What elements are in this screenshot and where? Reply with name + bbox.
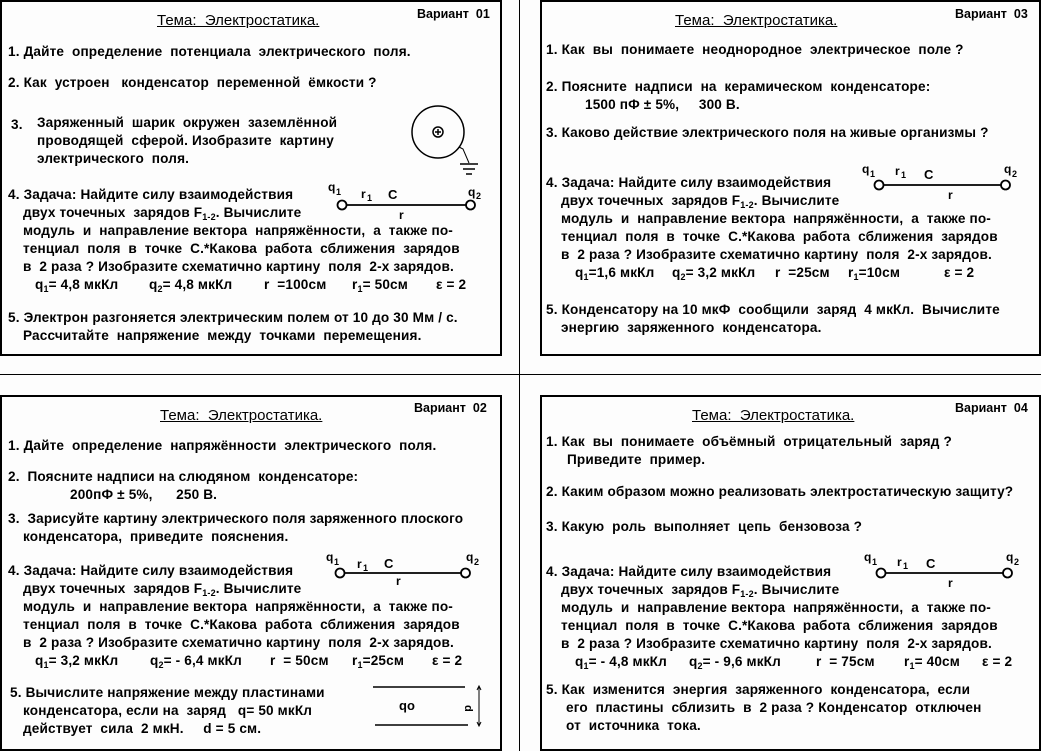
question-2-line-2: 200пФ ± 5%, 250 В. [70, 487, 218, 502]
task-4-line-5: в 2 раза ? Изобразите схематично картину поля 2-х зарядов. [561, 247, 992, 262]
theme-title: Тема: Электростатика. [692, 407, 855, 424]
task-4-line-4: тенциал поля в точке С.*Какова работа сближения зарядов [561, 618, 998, 633]
question-1-line-2: Приведите пример. [567, 452, 706, 467]
param-q1: $q_1=1,6$ мкКл [575, 265, 655, 282]
question-5-line-3: действует сила 2 мкН. d = 5 см. [23, 721, 262, 736]
param-q1: $q_1= 3,2$ мкКл [35, 653, 119, 670]
param-q1: $q_1= - 4,8$ мкКл [575, 654, 667, 671]
theme-title: Тема: Электростатика. [675, 12, 838, 29]
param-r1: $r_1= 50см$ [352, 277, 408, 294]
svg-text:1: 1 [901, 170, 907, 180]
svg-text:q: q [328, 180, 336, 194]
param-r1: $r_1= 40см$ [904, 654, 960, 671]
svg-text:2: 2 [1014, 557, 1020, 567]
svg-text:r: r [948, 576, 953, 590]
question-3-line-2: проводящей сферой. Изобразите картину [37, 133, 334, 148]
param-epsilon: ε = 2 [432, 653, 463, 668]
task-4-line-3: модуль и направление вектора напряжённости, а также по- [561, 600, 991, 615]
svg-text:2: 2 [476, 191, 482, 201]
question-3: 3. Каково действие электрического поля на живые организмы ? [546, 125, 989, 140]
param-r: r =100см [264, 277, 327, 292]
question-5-line-2: конденсатора, если на заряд q= 50 мкКл [23, 703, 313, 718]
svg-text:C: C [926, 556, 936, 571]
param-r1: $r_1=25см$ [352, 653, 405, 670]
svg-text:r: r [357, 557, 362, 571]
question-3-line-3: электрического поля. [37, 151, 190, 166]
param-epsilon: ε = 2 [436, 277, 467, 292]
two-charges-diagram [864, 552, 1034, 597]
task-4-line-5: в 2 раза ? Изобразите схематично картину поля 2-х зарядов. [23, 259, 454, 274]
svg-text:1: 1 [334, 557, 340, 567]
question-1: 1. Дайте определение потенциала электрического поля. [8, 44, 411, 59]
question-2-line-1: 2. Поясните надписи на керамическом конденсаторе: [546, 79, 931, 94]
horizontal-cut-line [0, 374, 1041, 375]
card-variant-01 [0, 0, 502, 356]
variant-label: Вариант 03 [955, 7, 1028, 21]
svg-text:C: C [924, 167, 934, 182]
task-4-line-1: 4. Задача: Найдите силу взаимодействия [8, 187, 294, 202]
svg-text:q: q [862, 162, 870, 176]
question-1: 1. Как вы понимаете неоднородное электрическое поле ? [546, 42, 964, 57]
task-4-line-4: тенциал поля в точке С.*Какова работа сближения зарядов [561, 229, 998, 244]
question-5-line-2: энергию заряженного конденсатора. [561, 320, 822, 335]
task-4-line-2: двух точечных зарядов $F_{1-2}$. Вычислите [561, 582, 840, 599]
question-5-line-3: от источника тока. [566, 718, 701, 733]
question-2: 2. Каким образом можно реализовать электростатическую защиту? [546, 484, 1014, 499]
svg-text:2: 2 [474, 557, 480, 567]
question-5-line-2: его пластины сблизить в 2 раза ? Конденсатор отключен [566, 700, 982, 715]
theme-title: Тема: Электростатика. [157, 12, 320, 29]
svg-text:q: q [468, 185, 476, 199]
question-2-line-2: 1500 пФ ± 5%, 300 В. [585, 97, 740, 112]
two-charges-diagram [326, 552, 496, 597]
two-charges-diagram [328, 182, 498, 227]
card-variant-03 [540, 0, 1041, 356]
param-q1: $q_1= 4,8$ мкКл [35, 277, 119, 294]
svg-text:r: r [897, 555, 902, 569]
question-3-number: 3. [11, 117, 23, 132]
svg-text:C: C [388, 187, 398, 202]
charge-label: qo [399, 698, 415, 713]
question-3-line-1: 3. Зарисуйте картину электрического поля заряженного плоского [8, 511, 464, 526]
param-q2: $q_2= 3,2$ мкКл [672, 265, 756, 282]
question-2: 2. Как устроен конденсатор переменной ёмкости ? [8, 75, 377, 90]
two-charges-diagram [862, 164, 1032, 209]
question-2-line-1: 2. Поясните надписи на слюдяном конденсаторе: [8, 469, 359, 484]
question-1-line-1: 1. Как вы понимаете объёмный отрицательный заряд ? [546, 434, 952, 449]
svg-text:1: 1 [363, 563, 369, 573]
svg-text:1: 1 [903, 561, 909, 571]
svg-text:q: q [864, 550, 872, 564]
capacitor-plates-diagram [372, 685, 492, 735]
svg-text:C: C [384, 556, 394, 571]
question-5-line-1: 5. Вычислите напряжение между пластинами [10, 685, 325, 700]
param-q2: $q_2= - 9,6$ мкКл [689, 654, 781, 671]
task-4-line-3: модуль и направление вектора напряжённости, а также по- [23, 223, 453, 238]
svg-text:r: r [895, 164, 900, 178]
variant-label: Вариант 01 [417, 7, 490, 21]
svg-text:r: r [948, 188, 953, 202]
theme-title: Тема: Электростатика. [160, 407, 323, 424]
param-epsilon: ε = 2 [982, 654, 1013, 669]
card-variant-04 [540, 395, 1041, 751]
param-r1: $r_1=10см$ [848, 265, 901, 282]
task-4-line-5: в 2 раза ? Изобразите схематично картину поля 2-х зарядов. [561, 636, 992, 651]
vertical-cut-line [519, 0, 520, 751]
svg-text:1: 1 [872, 557, 878, 567]
question-3: 3. Какую роль выполняет цепь бензовоза ? [546, 519, 863, 534]
svg-text:1: 1 [870, 169, 876, 179]
svg-text:1: 1 [367, 193, 373, 203]
task-4-line-5: в 2 раза ? Изобразите схематично картину поля 2-х зарядов. [23, 635, 454, 650]
param-r: r = 75см [816, 654, 875, 669]
param-q2: $q_2= 4,8$ мкКл [149, 277, 233, 294]
question-3-line-1: Заряженный шарик окружен заземлённой [37, 115, 338, 130]
param-epsilon: ε = 2 [944, 265, 975, 280]
question-3-line-2: конденсатора, приведите пояснения. [23, 529, 289, 544]
param-q2: $q_2= - 6,4$ мкКл [150, 653, 242, 670]
param-r: r =25см [775, 265, 830, 280]
task-4-line-4: тенциал поля в точке С.*Какова работа сближения зарядов [23, 617, 460, 632]
task-4-line-1: 4. Задача: Найдите силу взаимодействия [546, 564, 832, 579]
svg-text:r: r [399, 208, 404, 222]
svg-text:q: q [1006, 550, 1014, 564]
svg-text:r: r [361, 187, 366, 201]
svg-text:r: r [396, 574, 401, 588]
grounded-sphere-diagram [407, 102, 487, 182]
svg-text:d: d [462, 705, 474, 712]
task-4-line-2: двух точечных зарядов $F_{1-2}$. Вычислите [561, 193, 840, 210]
question-1: 1. Дайте определение напряжённости электрического поля. [8, 438, 437, 453]
svg-text:q: q [466, 550, 474, 564]
svg-text:1: 1 [336, 187, 342, 197]
question-5-line-1: 5. Электрон разгоняется электрическим полем от 10 до 30 Мм / с. [8, 310, 458, 325]
svg-text:q: q [326, 550, 334, 564]
question-5-line-1: 5. Как изменится энергия заряженного конденсатора, если [546, 682, 971, 697]
question-5-line-1: 5. Конденсатору на 10 мкФ сообщили заряд 4 мкКл. Вычислите [546, 302, 1000, 317]
question-5-line-2: Рассчитайте напряжение между точками перемещения. [23, 328, 422, 343]
variant-label: Вариант 04 [955, 401, 1028, 415]
variant-label: Вариант 02 [414, 401, 487, 415]
param-r: r = 50см [270, 653, 329, 668]
task-4-line-2: двух точечных зарядов $F_{1-2}$. Вычислите [23, 581, 302, 598]
task-4-line-2: двух точечных зарядов $F_{1-2}$. Вычислите [23, 205, 302, 222]
svg-text:2: 2 [1012, 169, 1018, 179]
task-4-line-1: 4. Задача: Найдите силу взаимодействия [8, 563, 294, 578]
task-4-line-4: тенциал поля в точке С.*Какова работа сближения зарядов [23, 241, 460, 256]
task-4-line-3: модуль и направление вектора напряжённости, а также по- [561, 211, 991, 226]
task-4-line-3: модуль и направление вектора напряжённости, а также по- [23, 599, 453, 614]
card-variant-02 [0, 395, 502, 751]
task-4-line-1: 4. Задача: Найдите силу взаимодействия [546, 175, 832, 190]
svg-text:q: q [1004, 162, 1012, 176]
